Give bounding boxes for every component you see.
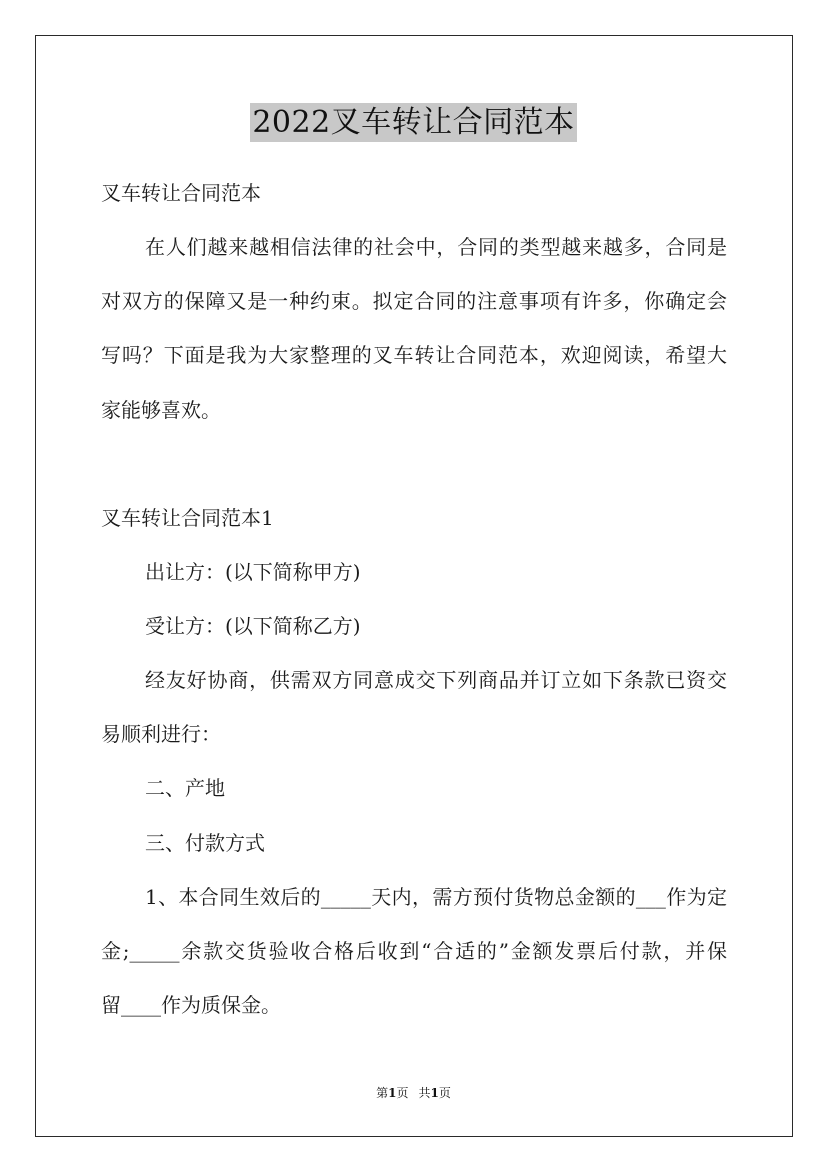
blank-line xyxy=(101,437,727,491)
transferor-line: 出让方：(以下简称甲方) xyxy=(145,559,361,584)
clause-origin: 二、产地 xyxy=(145,776,225,801)
page-suffix: 页 xyxy=(396,1086,409,1100)
intro-paragraph-line: 在人们越来越相信法律的社会中，合同的类型越来越多，合同是 xyxy=(145,235,727,260)
agreement-paragraph-line: 经友好协商，供需双方同意成交下列商品并订立如下条款已资交 xyxy=(145,668,727,693)
intro-paragraph-line: 对双方的保障又是一种约束。拟定合同的注意事项有许多，你确定会 xyxy=(101,289,727,314)
payment-term-line: 留____作为质保金。 xyxy=(101,992,281,1017)
total-prefix: 共 xyxy=(418,1086,431,1100)
intro-paragraph-line: 家能够喜欢。 xyxy=(101,397,221,422)
page-prefix: 第 xyxy=(376,1086,389,1100)
document-title: 2022叉车转让合同范本 xyxy=(252,105,575,140)
payment-term-line: 1、本合同生效后的_____天内，需方预付货物总金额的___作为定 xyxy=(145,884,727,909)
total-pages: 1 xyxy=(430,1086,439,1100)
contract-heading: 叉车转让合同范本1 xyxy=(101,505,274,530)
total-suffix: 页 xyxy=(438,1086,451,1100)
section-heading: 叉车转让合同范本 xyxy=(101,181,261,205)
agreement-paragraph-line: 易顺利进行： xyxy=(101,722,221,747)
page-number: 1 xyxy=(388,1086,397,1100)
transferee-line: 受让方：(以下简称乙方) xyxy=(145,614,361,638)
payment-term-line: 金;_____余款交货验收合格后收到“合适的”金额发票后付款，并保 xyxy=(101,938,727,963)
page-footer xyxy=(0,1084,827,1102)
intro-paragraph-line: 写吗？下面是我为大家整理的叉车转让合同范本，欢迎阅读，希望大 xyxy=(101,343,727,368)
document-body xyxy=(101,166,727,1032)
title-container xyxy=(0,103,827,142)
clause-payment-method: 三、付款方式 xyxy=(145,830,265,855)
